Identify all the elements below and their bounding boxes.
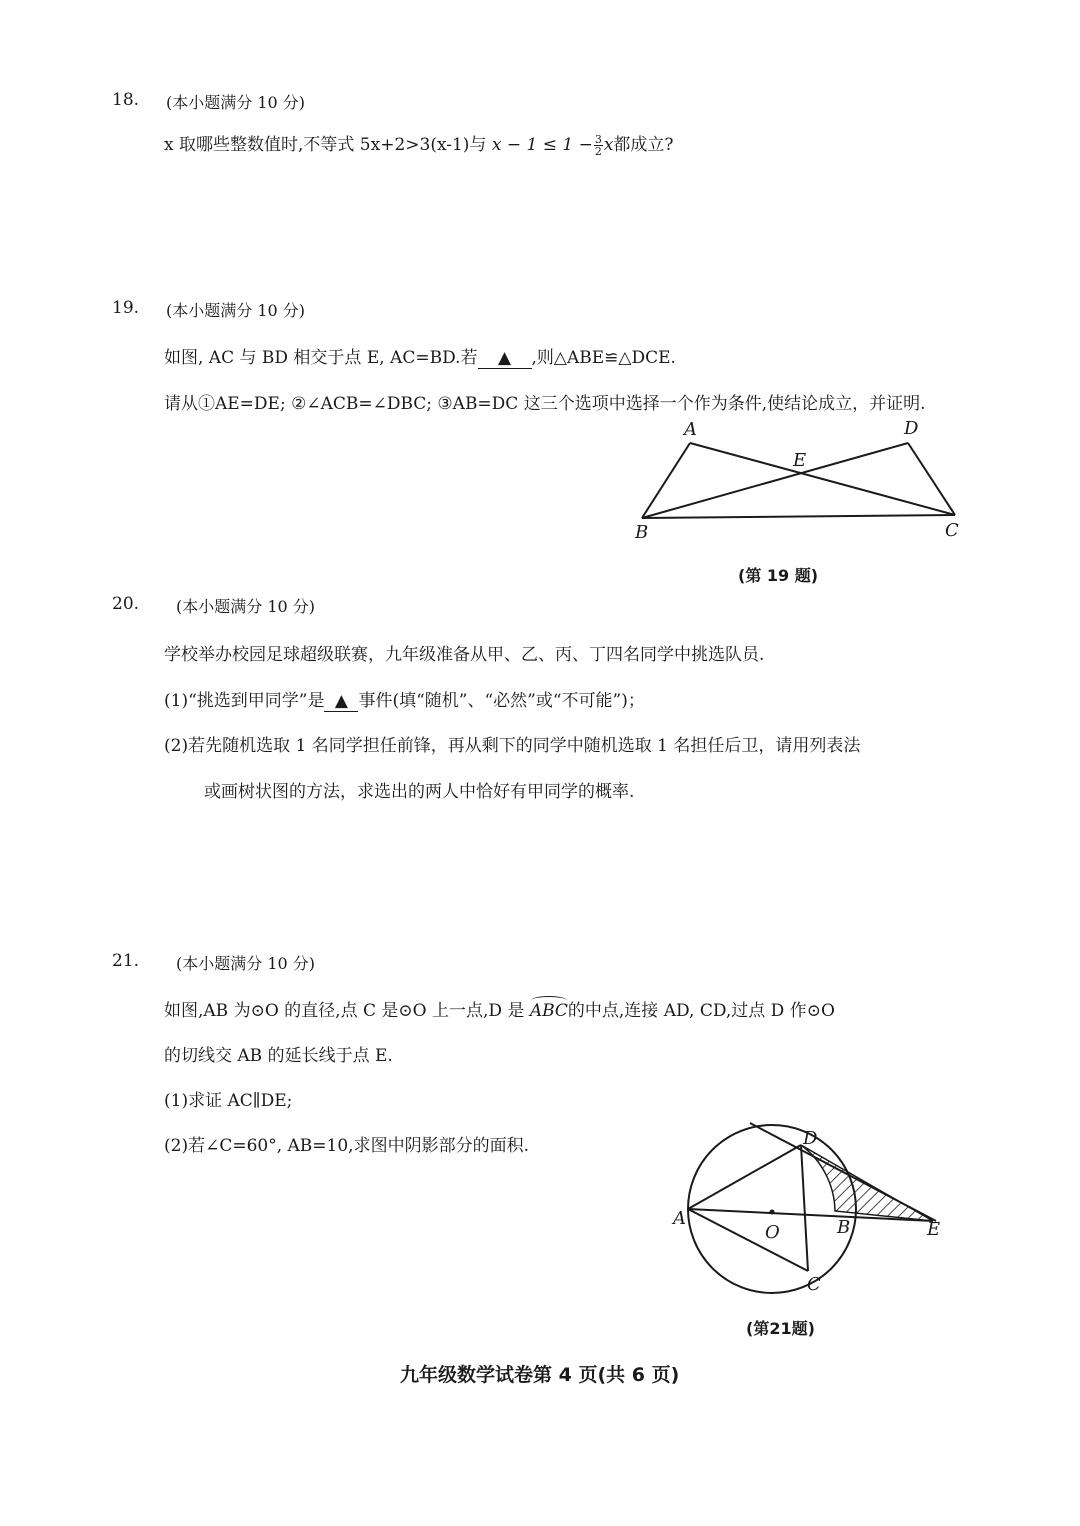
q20-line3: (2)若先随机选取 1 名同学担任前锋，再从剩下的同学中随机选取 1 名担任后卫，请用列表法 <box>164 736 861 756</box>
q19-line1-a: 如图, AC 与 BD 相交于点 E, AC=BD.若 <box>164 348 478 368</box>
q19-label-e: E <box>793 450 807 471</box>
q20-line1: 学校举办校园足球超级联赛，九年级准备从甲、乙、丙、丁四名同学中挑选队员. <box>164 645 765 665</box>
q21-segment-ad <box>688 1145 801 1209</box>
q18-text-b: 都成立? <box>613 135 674 155</box>
q20-line4: 或画树状图的方法，求选出的两人中恰好有甲同学的概率. <box>204 782 635 802</box>
q21-label-o: O <box>765 1222 780 1243</box>
q21-number: 21. <box>112 951 140 971</box>
q19-caption: (第 19 题) <box>738 566 819 585</box>
q19-score: (本小题满分 10 分) <box>166 301 306 320</box>
q20-blank: ▲ <box>324 691 358 712</box>
q18-math-a: x − 1 ≤ 1 − <box>491 135 593 155</box>
q21-center-point <box>770 1210 775 1215</box>
q18-fraction: $\frac{3}{2}$ <box>594 133 602 158</box>
q21-line1 <box>164 996 835 1021</box>
q21-caption: (第21题) <box>746 1319 815 1338</box>
q20-number: 20. <box>112 594 140 614</box>
q19-label-a: A <box>684 419 697 440</box>
q18-number: 18. <box>112 90 140 110</box>
q18-math-b: x <box>603 135 614 155</box>
q21-line1-b: 的中点,连接 AD, CD,过点 D 作⊙O <box>567 1001 835 1021</box>
q21-line1-a: 如图,AB 为⊙O 的直径,点 C 是⊙O 上一点,D 是 <box>164 1001 530 1021</box>
q19-line1 <box>164 343 676 369</box>
page-footer: 九年级数学试卷第 4 页(共 6 页) <box>400 1364 680 1386</box>
q21-label-b: B <box>837 1217 851 1238</box>
q20-line2-a: (1)“挑选到甲同学”是 <box>164 691 325 711</box>
q21-line3: (1)求证 AC∥DE; <box>164 1091 293 1111</box>
q21-label-a: A <box>673 1208 686 1229</box>
q18-text-a: x 取哪些整数值时,不等式 5x+2>3(x-1)与 <box>164 135 492 155</box>
q20-line2 <box>164 686 645 712</box>
q20-line2-b: 事件(填“随机”、“必然”或“不可能”)； <box>358 691 645 711</box>
q19-blank: ▲ <box>478 348 532 369</box>
q19-label-d: D <box>904 418 919 439</box>
q21-line2: 的切线交 AB 的延长线于点 E. <box>164 1046 393 1066</box>
q18-question <box>164 130 674 157</box>
q19-figure <box>600 410 1000 555</box>
q21-circle <box>688 1125 856 1293</box>
q21-figure <box>660 1115 960 1305</box>
q21-score: (本小题满分 10 分) <box>176 954 316 973</box>
q19-segment-bc <box>642 515 955 518</box>
q21-arc: ABC <box>530 1001 568 1021</box>
q19-number: 19. <box>112 298 140 318</box>
q18-score: (本小题满分 10 分) <box>166 93 306 112</box>
q21-label-e: E <box>927 1219 941 1240</box>
q21-line4: (2)若∠C=60°, AB=10,求图中阴影部分的面积. <box>164 1136 529 1156</box>
q19-line1-b: ,则△ABE≌△DCE. <box>531 348 676 368</box>
q21-label-c: C <box>807 1274 821 1295</box>
q19-line2: 请从①AE=DE; ②∠ACB=∠DBC; ③AB=DC 这三个选项中选择一个作为条件,使结论成立，并证明. <box>164 394 926 414</box>
q19-label-b: B <box>635 522 649 543</box>
q19-label-c: C <box>945 520 959 541</box>
q21-segment-dc <box>801 1145 808 1271</box>
q20-score: (本小题满分 10 分) <box>176 597 316 616</box>
q21-label-d: D <box>803 1128 818 1149</box>
